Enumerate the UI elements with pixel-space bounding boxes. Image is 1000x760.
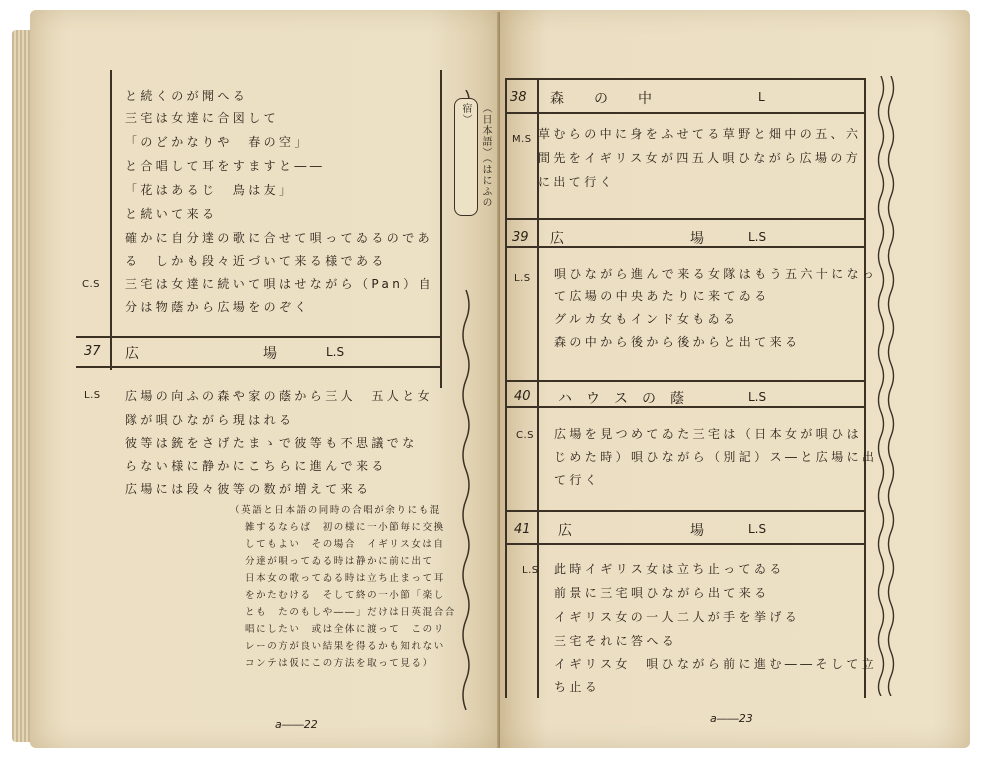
- scene-number: 38: [510, 90, 527, 105]
- right-outer-right-border: [864, 78, 866, 698]
- script-line: 広場には段々彼等の数が増えて来る: [125, 482, 372, 496]
- script-line: 確かに自分達の歌に合せて唄ってゐるのであ: [125, 231, 434, 245]
- script-line: 「花はあるじ 鳥は友」: [125, 183, 295, 197]
- scene-place: 広: [550, 231, 564, 247]
- scene38-top-rule: [505, 78, 866, 80]
- script-line: と続くのが聞へる: [125, 89, 249, 103]
- script-line: と合唱して耳をすますと――: [125, 159, 326, 173]
- script-line: と続いて来る: [125, 207, 218, 221]
- scene-shot: L.S: [748, 390, 767, 404]
- scene37-top-rule: [76, 336, 442, 338]
- scene-shot: L: [758, 90, 765, 104]
- script-line: て広場の中央あたりに来てゐる: [554, 289, 770, 303]
- scene-place: 広: [125, 346, 139, 362]
- margin-tab-text: （日本語）（はにふの宿）: [460, 103, 491, 208]
- script-line: 隊が唄ひながら現はれる: [125, 413, 295, 427]
- scene-shot: L.S: [748, 522, 767, 536]
- shot-label-ls: L.S: [514, 273, 531, 284]
- scene-number: 39: [512, 230, 529, 245]
- script-line: 森の中から後から後からと出て来る: [554, 335, 801, 349]
- scene41-bottom-rule: [505, 543, 866, 545]
- scene-number: 40: [514, 389, 531, 404]
- scene39-top-rule: [505, 218, 866, 220]
- script-line: 唄ひながら進んで来る女隊はもう五六十になっ: [554, 267, 878, 281]
- scene41-top-rule: [505, 510, 866, 512]
- scene37-bottom-rule: [76, 366, 442, 368]
- page-number: a――22: [275, 718, 318, 731]
- script-line: 「のどかなりや 春の空」: [125, 135, 310, 149]
- shot-label-ls: L.S: [522, 565, 539, 576]
- note-line: 日本女の歌ってゐる時は立ち止まって耳: [245, 573, 445, 584]
- script-line: る しかも段々近づいて来る様である: [125, 254, 387, 268]
- script-line: 三宅は女達に続いて唄はせながら（Pan）自: [125, 277, 435, 291]
- script-line: 間先をイギリス女が四五人唄ひながら広場の方: [538, 151, 862, 165]
- page-edges: [12, 30, 32, 742]
- script-line: 前景に三宅唄ひながら出て来る: [554, 586, 770, 600]
- note-line: してもよい その場合 イギリス女は自: [245, 539, 445, 550]
- script-line: グルカ女もインド女もゐる: [554, 312, 739, 326]
- scene38-bottom-rule: [505, 112, 866, 114]
- note-line: 雑するならば 初の様に一小節毎に交換: [245, 522, 445, 533]
- right-outer-left-border: [505, 78, 507, 698]
- left-column-divider: [110, 70, 112, 370]
- script-line: 広場の向ふの森や家の蔭から三人 五人と女: [125, 389, 434, 403]
- note-line: とも たのもしや――」だけは日英混合合: [245, 607, 456, 618]
- script-line: ち止る: [554, 680, 601, 694]
- note-line: コンテは仮にこの方法を取って見る）: [245, 658, 434, 669]
- script-line: 三宅は女達に合図して: [125, 111, 280, 125]
- shot-label-ms: M.S: [512, 134, 532, 145]
- note-line: をかたむける そして終の一小節「楽し: [245, 590, 445, 601]
- script-line: 此時イギリス女は立ち止ってゐる: [554, 562, 785, 576]
- script-line: 広場を見つめてゐた三宅は（日本女が唄ひは: [554, 427, 863, 441]
- note-line: 唱にしたい 或は全体に渡って このリ: [245, 624, 445, 635]
- scene37-number-divider: [110, 336, 112, 367]
- script-line: じめた時）唄ひながら（別記）ス―と広場に出: [554, 450, 878, 464]
- page-number: a――23: [710, 712, 753, 725]
- note-line: 分達が唄ってゐる時は静かに前に出て: [245, 556, 434, 567]
- scene40-top-rule: [505, 380, 866, 382]
- scene-place: 場: [690, 231, 704, 247]
- scene-shot: L.S: [326, 345, 345, 359]
- script-line: 彼等は銃をさげたまゝで彼等も不思議でな: [125, 436, 418, 450]
- script-line: イギリス女の一人二人が手を挙げる: [554, 610, 801, 624]
- scene-place: 広: [558, 523, 572, 539]
- scene-place: 場: [263, 346, 277, 362]
- left-page: [30, 10, 500, 748]
- script-line: 草むらの中に身をふせてる草野と畑中の五、六: [538, 127, 862, 141]
- scene-number: 41: [514, 522, 531, 537]
- scene-place: ハ ウ ス の 蔭: [558, 391, 684, 407]
- script-line: 三宅それに答へる: [554, 634, 678, 648]
- shot-label-ls: L.S: [84, 390, 101, 401]
- note-line: レーの方が良い結果を得るかも知れない: [245, 641, 445, 652]
- script-line: らない様に静かにこちらに進んで来る: [125, 459, 387, 473]
- scene-place: 森 の 中: [550, 91, 660, 107]
- left-right-border: [440, 70, 442, 388]
- note-line: （英語と日本語の同時の合唱が余りにも混: [230, 505, 441, 516]
- right-column-divider: [537, 78, 539, 698]
- right-page: [500, 10, 970, 748]
- script-line: に出て行く: [538, 175, 616, 189]
- script-line: イギリス女 唄ひながら前に進む――そして立: [554, 657, 878, 671]
- shot-label-cs: C.S: [516, 430, 535, 441]
- shot-label-cs: C.S: [82, 279, 101, 290]
- script-line: 分は物蔭から広場をのぞく: [125, 300, 310, 314]
- script-line: て行く: [554, 473, 601, 487]
- scene-place: 場: [690, 523, 704, 539]
- scene-shot: L.S: [748, 230, 767, 244]
- scene-number: 37: [84, 344, 101, 359]
- wavy-margin-rule-right: [874, 76, 898, 696]
- margin-tab: [454, 98, 491, 216]
